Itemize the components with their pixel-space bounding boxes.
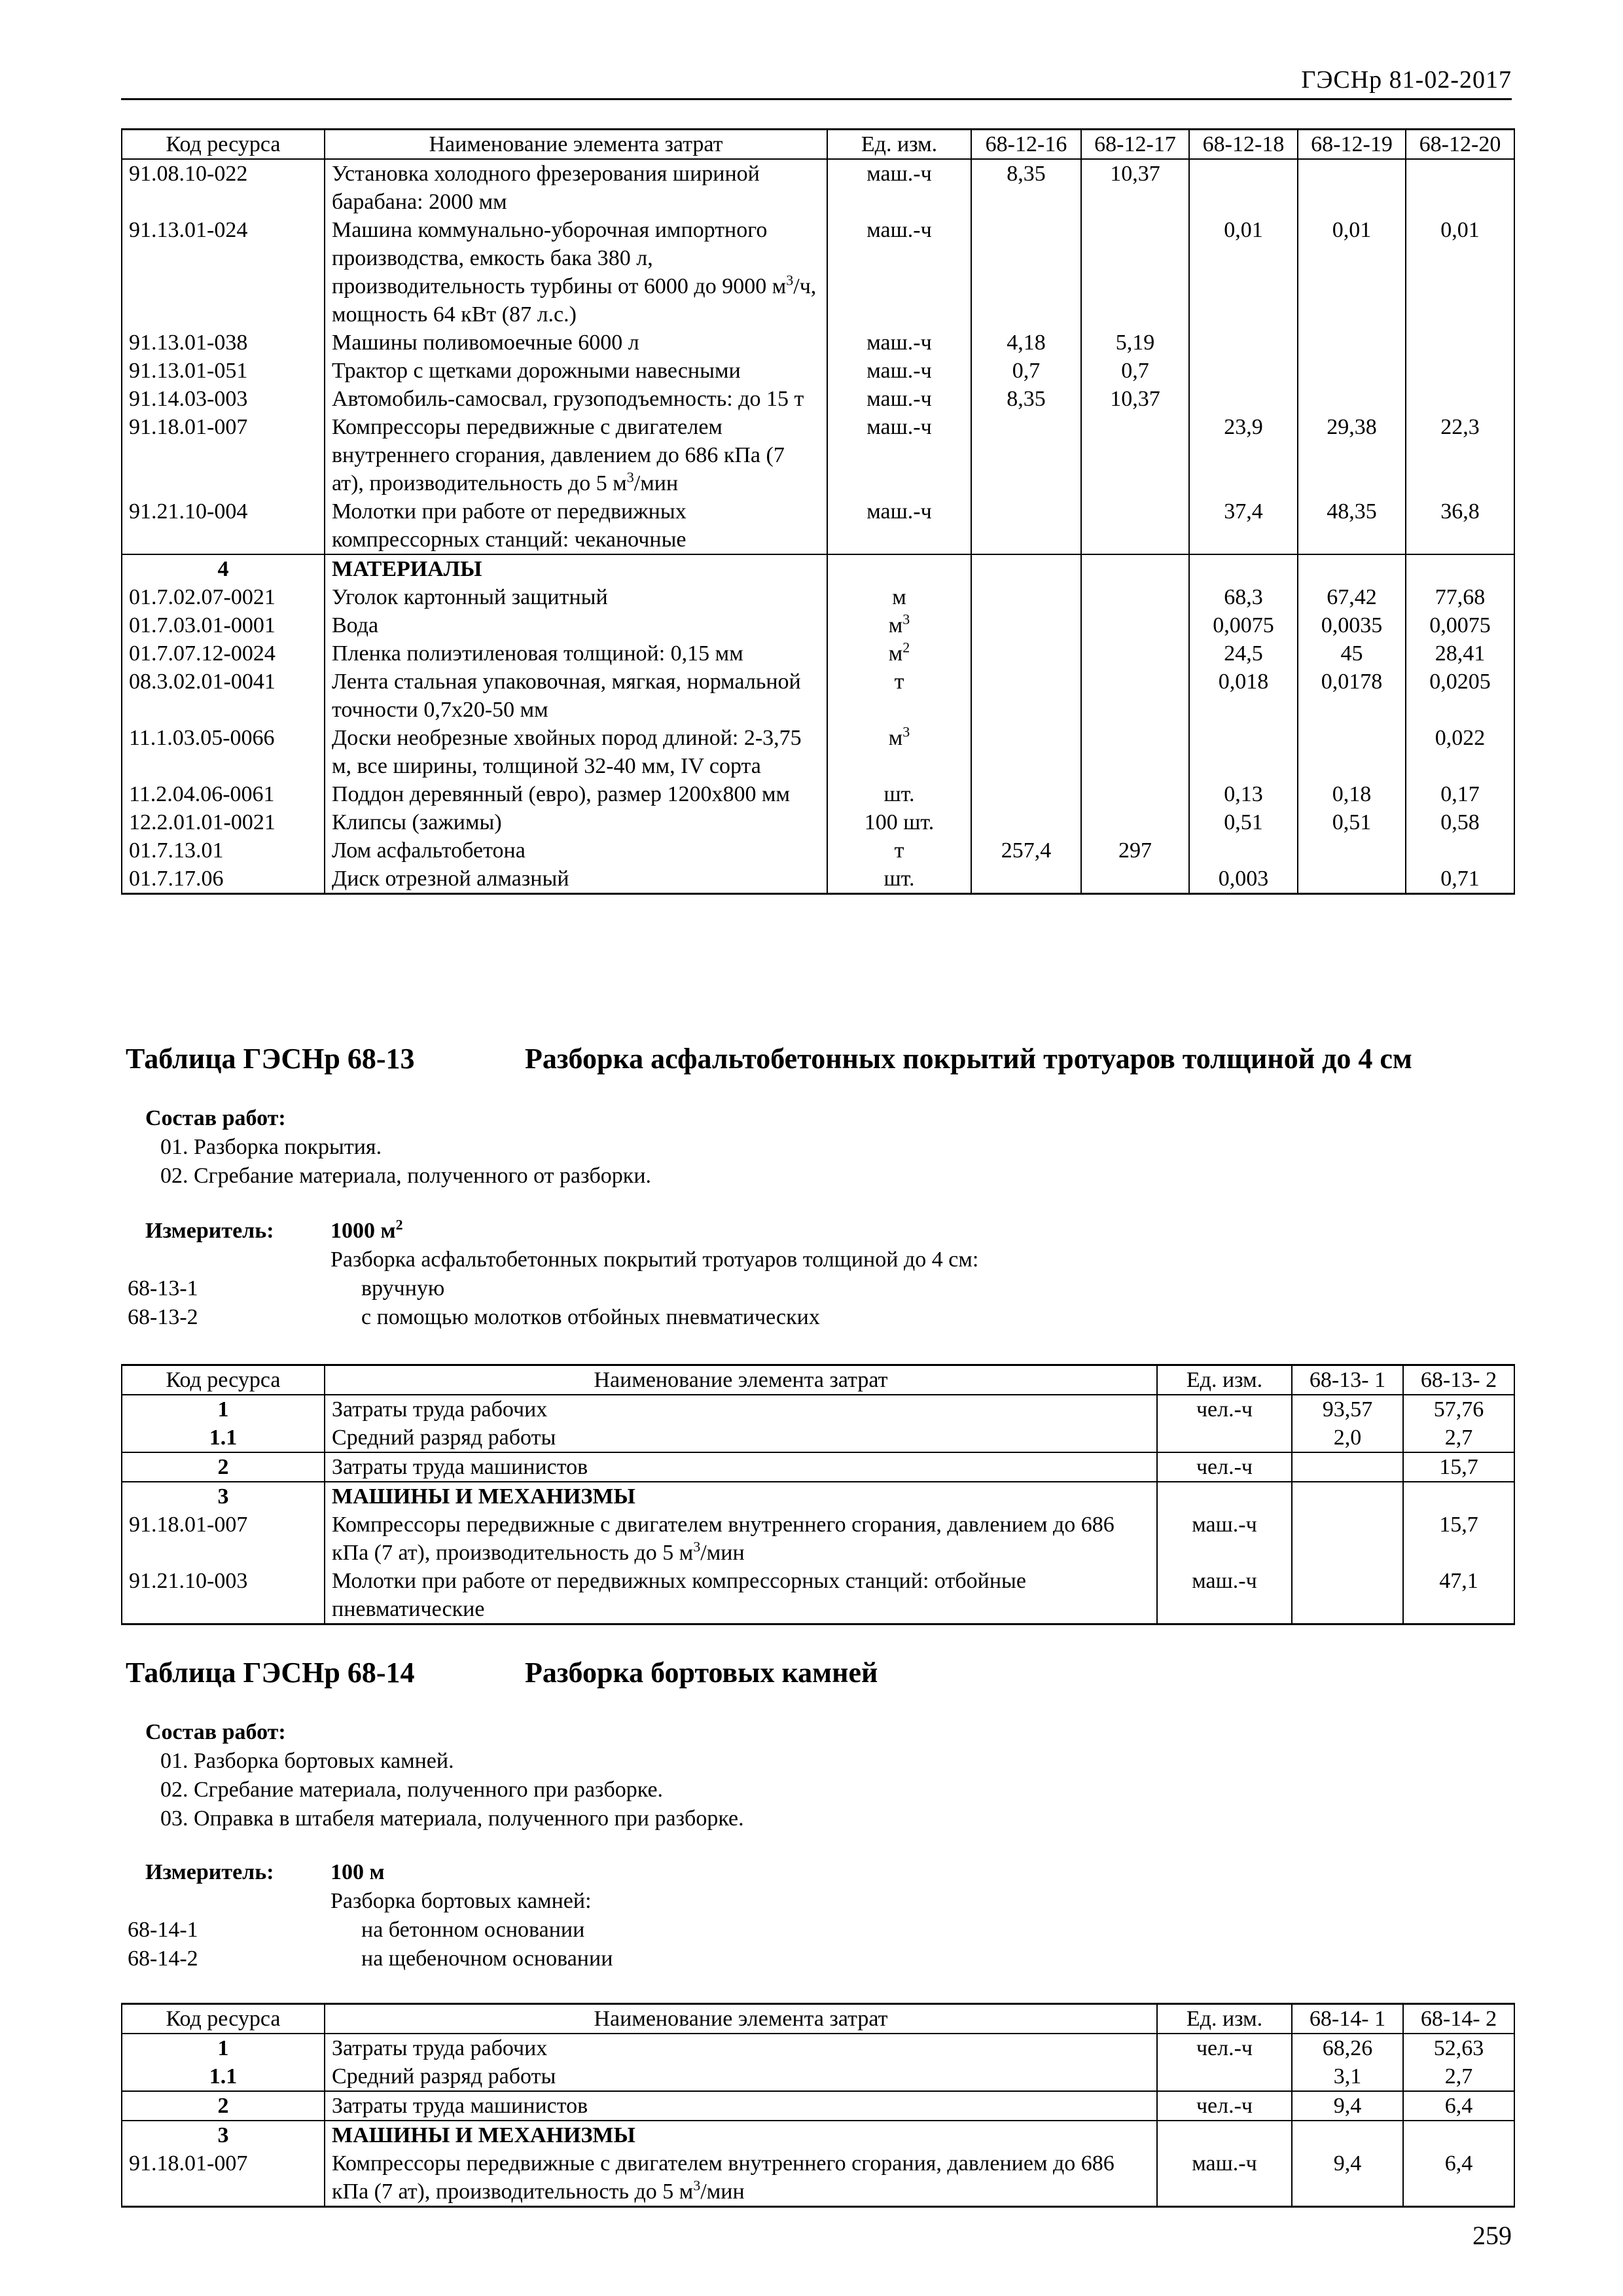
value-68-12-18: 0,13	[1189, 780, 1298, 808]
table-caption: Разборка бортовых камней	[525, 1657, 878, 1689]
section-row	[122, 2121, 1514, 2149]
measure-value: 100 м	[330, 1860, 385, 1884]
value-68-12-20: 22,3	[1406, 413, 1514, 497]
resource-code: 11.2.04.06-0061	[122, 780, 325, 808]
measure-value: 1000 $м^2$	[330, 1216, 403, 1243]
value-68-12-18: 37,4	[1189, 497, 1298, 554]
resource-name: Затраты труда машинистов	[325, 2091, 1157, 2121]
table-row	[122, 2091, 1514, 2121]
unit-cell: $м^3$	[827, 724, 971, 780]
resource-code: 2	[122, 1452, 325, 1482]
norm-code: 68-14-1	[128, 1918, 198, 1942]
value-68-12-17	[1081, 554, 1189, 583]
table-row	[122, 808, 1514, 836]
unit-cell: т	[827, 668, 971, 724]
value-68-12-17	[1081, 724, 1189, 780]
unit-cell: маш.-ч	[827, 385, 971, 413]
norm-text: вручную	[361, 1276, 445, 1300]
value-68-12-19: 0,0178	[1298, 668, 1406, 724]
resource-name: Компрессоры передвижные с двигателем внутреннего сгорания, давлением до 686 кПа (7 ат), производительность до 5 $м^3$/мин	[325, 413, 827, 497]
value-68-12-20: 36,8	[1406, 497, 1514, 554]
value-68-12-17	[1081, 668, 1189, 724]
value-68-12-19: 0,51	[1298, 808, 1406, 836]
col-header-name: Наименование элемента затрат	[325, 130, 827, 160]
value-68-14-1	[1292, 2121, 1403, 2149]
section-heading: МАШИНЫ И МЕХАНИЗМЫ	[325, 2121, 1157, 2149]
resource-code: 91.18.01-007	[122, 1511, 325, 1567]
value-68-12-17: 5,19	[1081, 329, 1189, 357]
table-row	[122, 639, 1514, 668]
value-68-12-16: 8,35	[971, 159, 1081, 216]
measure-description: Разборка бортовых камней:	[330, 1889, 592, 1913]
unit-cell: чел.-ч	[1157, 2034, 1292, 2062]
value-68-12-17	[1081, 611, 1189, 639]
norm-text: на щебеночном основании	[361, 1946, 613, 1971]
resource-code: 1	[122, 1395, 325, 1424]
value-68-12-20: 0,0205	[1406, 668, 1514, 724]
unit-cell: маш.-ч	[1157, 1511, 1292, 1567]
value-68-12-20: 0,58	[1406, 808, 1514, 836]
value-68-12-20: 0,022	[1406, 724, 1514, 780]
value-68-12-18: 68,3	[1189, 583, 1298, 611]
unit-cell: чел.-ч	[1157, 2091, 1292, 2121]
value-68-12-16: 4,18	[971, 329, 1081, 357]
resource-name: Средний разряд работы	[325, 2062, 1157, 2091]
value-68-12-20: 0,71	[1406, 865, 1514, 894]
value-68-12-16	[971, 639, 1081, 668]
unit-cell: маш.-ч	[1157, 1567, 1292, 1624]
resource-code: 91.21.10-004	[122, 497, 325, 554]
value-68-14-2: 6,4	[1403, 2149, 1514, 2207]
table-row	[122, 159, 1514, 216]
resource-code: 08.3.02.01-0041	[122, 668, 325, 724]
resource-name: Уголок картонный защитный	[325, 583, 827, 611]
resource-name: Вода	[325, 611, 827, 639]
resource-name: Автомобиль-самосвал, грузоподъемность: до 15 т	[325, 385, 827, 413]
table-row	[122, 668, 1514, 724]
resource-name: Затраты труда рабочих	[325, 1395, 1157, 1424]
value-68-12-16	[971, 780, 1081, 808]
value-68-12-19	[1298, 357, 1406, 385]
value-68-12-18: 0,018	[1189, 668, 1298, 724]
resource-name: Компрессоры передвижные с двигателем внутреннего сгорания, давлением до 686 кПа (7 ат), производительность до 5 $м^3$/мин	[325, 2149, 1157, 2207]
value-68-12-18: 23,9	[1189, 413, 1298, 497]
header-rule	[121, 98, 1512, 100]
value-68-12-19	[1298, 836, 1406, 865]
value-68-12-18	[1189, 385, 1298, 413]
table-row	[122, 583, 1514, 611]
resource-code: 91.08.10-022	[122, 159, 325, 216]
value-68-12-19: 0,01	[1298, 216, 1406, 329]
value-68-14-2: 2,7	[1403, 2062, 1514, 2091]
resource-code: 91.18.01-007	[122, 2149, 325, 2207]
value-68-12-16: 257,4	[971, 836, 1081, 865]
resource-name: Доски необрезные хвойных пород длиной: 2-3,75 м, все ширины, толщиной 32-40 мм, IV сорта	[325, 724, 827, 780]
value-68-12-16	[971, 216, 1081, 329]
table-row	[122, 836, 1514, 865]
value-68-12-20	[1406, 159, 1514, 216]
section-title-68-14	[126, 1656, 878, 1689]
table-row	[122, 357, 1514, 385]
table-row	[122, 413, 1514, 497]
table-row	[122, 216, 1514, 329]
resource-code: 91.21.10-003	[122, 1567, 325, 1624]
value-68-12-18	[1189, 554, 1298, 583]
resource-name: Средний разряд работы	[325, 1424, 1157, 1452]
section-title-68-13	[126, 1042, 1412, 1075]
table-row	[122, 1424, 1514, 1452]
col-header-unit: Ед. изм.	[1157, 1365, 1292, 1395]
unit-cell	[1157, 1482, 1292, 1511]
resource-code: 91.18.01-007	[122, 413, 325, 497]
resource-code: 01.7.13.01	[122, 836, 325, 865]
resource-name: Затраты труда рабочих	[325, 2034, 1157, 2062]
value-68-12-17	[1081, 780, 1189, 808]
col-header-name: Наименование элемента затрат	[325, 1365, 1157, 1395]
norm-code: 68-14-2	[128, 1946, 198, 1971]
table-number: Таблица ГЭСНр 68-14	[126, 1657, 415, 1689]
resource-code: 12.2.01.01-0021	[122, 808, 325, 836]
value-68-12-17	[1081, 413, 1189, 497]
unit-cell: чел.-ч	[1157, 1452, 1292, 1482]
col-header-code: Код ресурса	[122, 2004, 325, 2034]
value-68-12-19: 0,0035	[1298, 611, 1406, 639]
work-item: 01. Разборка покрытия.	[160, 1135, 382, 1159]
value-68-12-16	[971, 808, 1081, 836]
value-68-12-19	[1298, 865, 1406, 894]
resource-code: 2	[122, 2091, 325, 2121]
resource-name: Молотки при работе от передвижных компрессорных станций: чеканочные	[325, 497, 827, 554]
value-68-13-2: 57,76	[1403, 1395, 1514, 1424]
value-68-12-18: 24,5	[1189, 639, 1298, 668]
value-68-12-18: 0,003	[1189, 865, 1298, 894]
resource-name: Установка холодного фрезерования шириной барабана: 2000 мм	[325, 159, 827, 216]
section-heading: МАТЕРИАЛЫ	[325, 554, 827, 583]
value-68-12-17: 10,37	[1081, 385, 1189, 413]
resource-code: 01.7.03.01-0001	[122, 611, 325, 639]
unit-cell: маш.-ч	[827, 159, 971, 216]
value-68-13-1	[1292, 1482, 1403, 1511]
resource-code: 91.13.01-024	[122, 216, 325, 329]
unit-cell: шт.	[827, 780, 971, 808]
value-68-12-20	[1406, 357, 1514, 385]
resource-table-68-13	[121, 1364, 1515, 1625]
value-68-13-1	[1292, 1452, 1403, 1482]
value-68-12-17: 0,7	[1081, 357, 1189, 385]
value-68-12-20: 28,41	[1406, 639, 1514, 668]
value-68-12-17	[1081, 865, 1189, 894]
resource-code: 91.13.01-051	[122, 357, 325, 385]
unit-cell: 100 шт.	[827, 808, 971, 836]
col-header-68-14-2: 68-14- 2	[1403, 2004, 1514, 2034]
table-row	[122, 2034, 1514, 2062]
resource-name: Поддон деревянный (евро), размер 1200х800 мм	[325, 780, 827, 808]
page-number: 259	[1472, 2221, 1512, 2250]
measure-label: Измеритель:	[145, 1860, 274, 1884]
col-header-68-12-18: 68-12-18	[1189, 130, 1298, 160]
value-68-12-18: 0,51	[1189, 808, 1298, 836]
value-68-12-16	[971, 554, 1081, 583]
resource-code: 01.7.07.12-0024	[122, 639, 325, 668]
resource-code: 01.7.02.07-0021	[122, 583, 325, 611]
value-68-12-20	[1406, 329, 1514, 357]
value-68-12-20: 77,68	[1406, 583, 1514, 611]
resource-name: Затраты труда машинистов	[325, 1452, 1157, 1482]
works-label: Состав работ:	[145, 1720, 286, 1744]
value-68-12-18	[1189, 159, 1298, 216]
col-header-68-12-19: 68-12-19	[1298, 130, 1406, 160]
value-68-12-18	[1189, 357, 1298, 385]
col-header-unit: Ед. изм.	[1157, 2004, 1292, 2034]
value-68-12-20: 0,01	[1406, 216, 1514, 329]
value-68-12-20: 0,0075	[1406, 611, 1514, 639]
col-header-68-13-1: 68-13- 1	[1292, 1365, 1403, 1395]
value-68-14-2: 52,63	[1403, 2034, 1514, 2062]
resource-table-68-14	[121, 2003, 1515, 2208]
resource-code: 3	[122, 2121, 325, 2149]
value-68-12-20: 0,17	[1406, 780, 1514, 808]
value-68-12-17: 297	[1081, 836, 1189, 865]
unit-cell	[1157, 2062, 1292, 2091]
value-68-12-20	[1406, 385, 1514, 413]
value-68-12-18: 0,01	[1189, 216, 1298, 329]
value-68-12-19	[1298, 159, 1406, 216]
table-caption: Разборка асфальтобетонных покрытий тротуаров толщиной до 4 см	[525, 1043, 1412, 1075]
unit-cell: чел.-ч	[1157, 1395, 1292, 1424]
value-68-14-2	[1403, 2121, 1514, 2149]
section-row	[122, 1482, 1514, 1511]
resource-code: 01.7.17.06	[122, 865, 325, 894]
work-item: 02. Сгребание материала, полученного от разборки.	[160, 1164, 652, 1188]
value-68-12-18	[1189, 836, 1298, 865]
col-header-code: Код ресурса	[122, 130, 325, 160]
unit-cell: маш.-ч	[827, 357, 971, 385]
value-68-13-1: 93,57	[1292, 1395, 1403, 1424]
resource-code: 3	[122, 1482, 325, 1511]
value-68-12-16	[971, 583, 1081, 611]
value-68-14-1: 9,4	[1292, 2149, 1403, 2207]
col-header-68-14-1: 68-14- 1	[1292, 2004, 1403, 2034]
value-68-12-17: 10,37	[1081, 159, 1189, 216]
value-68-14-1: 3,1	[1292, 2062, 1403, 2091]
unit-cell: т	[827, 836, 971, 865]
resource-name: Лента стальная упаковочная, мягкая, нормальной точности 0,7х20-50 мм	[325, 668, 827, 724]
col-header-68-13-2: 68-13- 2	[1403, 1365, 1514, 1395]
unit-cell: маш.-ч	[827, 497, 971, 554]
table-row	[122, 497, 1514, 554]
unit-cell: маш.-ч	[827, 216, 971, 329]
norm-text: с помощью молотков отбойных пневматических	[361, 1305, 820, 1329]
value-68-12-17	[1081, 216, 1189, 329]
resource-code: 4	[122, 554, 325, 583]
running-header: ГЭСНр 81-02-2017	[1301, 66, 1512, 94]
norm-code: 68-13-2	[128, 1305, 198, 1329]
value-68-12-18	[1189, 329, 1298, 357]
resource-code: 91.14.03-003	[122, 385, 325, 413]
value-68-12-19: 29,38	[1298, 413, 1406, 497]
value-68-12-16	[971, 668, 1081, 724]
value-68-12-17	[1081, 639, 1189, 668]
resource-name: Машина коммунально-уборочная импортного производства, емкость бака 380 л, производительность турбины от 6000 до 9000 $м^3/ч$, мощность 64 кВт (87 л.с.)	[325, 216, 827, 329]
table-row	[122, 1567, 1514, 1624]
work-item: 02. Сгребание материала, полученного при разборке.	[160, 1778, 664, 1802]
value-68-13-1	[1292, 1511, 1403, 1567]
value-68-12-16	[971, 611, 1081, 639]
value-68-12-16: 0,7	[971, 357, 1081, 385]
value-68-12-19	[1298, 329, 1406, 357]
value-68-12-20	[1406, 836, 1514, 865]
table-row	[122, 865, 1514, 894]
table-row	[122, 780, 1514, 808]
table-row	[122, 1511, 1514, 1567]
resource-code: 11.1.03.05-0066	[122, 724, 325, 780]
value-68-14-1: 9,4	[1292, 2091, 1403, 2121]
resource-name: Диск отрезной алмазный	[325, 865, 827, 894]
unit-cell: шт.	[827, 865, 971, 894]
work-item: 03. Оправка в штабеля материала, полученного при разборке.	[160, 1806, 744, 1831]
value-68-12-16	[971, 724, 1081, 780]
section-heading: МАШИНЫ И МЕХАНИЗМЫ	[325, 1482, 1157, 1511]
value-68-12-18	[1189, 724, 1298, 780]
resource-name: Пленка полиэтиленовая толщиной: 0,15 мм	[325, 639, 827, 668]
value-68-13-2: 2,7	[1403, 1424, 1514, 1452]
value-68-12-19	[1298, 385, 1406, 413]
table-row	[122, 1452, 1514, 1482]
unit-cell: маш.-ч	[827, 413, 971, 497]
resource-code: 91.13.01-038	[122, 329, 325, 357]
value-68-12-17	[1081, 583, 1189, 611]
value-68-12-19: 0,18	[1298, 780, 1406, 808]
value-68-12-19	[1298, 554, 1406, 583]
value-68-12-16	[971, 413, 1081, 497]
resource-name: Молотки при работе от передвижных компрессорных станций: отбойные пневматические	[325, 1567, 1157, 1624]
value-68-12-16	[971, 865, 1081, 894]
value-68-12-18: 0,0075	[1189, 611, 1298, 639]
value-68-14-2: 6,4	[1403, 2091, 1514, 2121]
col-header-68-12-17: 68-12-17	[1081, 130, 1189, 160]
value-68-13-1: 2,0	[1292, 1424, 1403, 1452]
value-68-12-17	[1081, 497, 1189, 554]
value-68-12-19: 48,35	[1298, 497, 1406, 554]
table-row	[122, 385, 1514, 413]
value-68-12-20	[1406, 554, 1514, 583]
unit-cell: $м^3$	[827, 611, 971, 639]
value-68-13-2: 15,7	[1403, 1511, 1514, 1567]
table-row	[122, 724, 1514, 780]
col-header-unit: Ед. изм.	[827, 130, 971, 160]
resource-name: Трактор с щетками дорожными навесными	[325, 357, 827, 385]
value-68-12-16	[971, 497, 1081, 554]
norm-code: 68-13-1	[128, 1276, 198, 1300]
table-row	[122, 2149, 1514, 2207]
resource-code: 1.1	[122, 2062, 325, 2091]
value-68-13-2: 47,1	[1403, 1567, 1514, 1624]
value-68-14-1: 68,26	[1292, 2034, 1403, 2062]
col-header-name: Наименование элемента затрат	[325, 2004, 1157, 2034]
unit-cell: м	[827, 583, 971, 611]
resource-name: Лом асфальтобетона	[325, 836, 827, 865]
works-label: Состав работ:	[145, 1106, 286, 1130]
col-header-68-12-16: 68-12-16	[971, 130, 1081, 160]
norm-text: на бетонном основании	[361, 1918, 585, 1942]
col-header-code: Код ресурса	[122, 1365, 325, 1395]
unit-cell	[1157, 1424, 1292, 1452]
resource-table-68-12	[121, 128, 1515, 895]
value-68-12-19: 45	[1298, 639, 1406, 668]
table-number: Таблица ГЭСНр 68-13	[126, 1043, 415, 1075]
value-68-13-2: 15,7	[1403, 1452, 1514, 1482]
resource-name: Клипсы (зажимы)	[325, 808, 827, 836]
work-item: 01. Разборка бортовых камней.	[160, 1749, 454, 1773]
unit-cell: маш.-ч	[1157, 2149, 1292, 2207]
resource-name: Компрессоры передвижные с двигателем внутреннего сгорания, давлением до 686 кПа (7 ат), производительность до 5 $м^3$/мин	[325, 1511, 1157, 1567]
unit-cell: маш.-ч	[827, 329, 971, 357]
value-68-13-1	[1292, 1567, 1403, 1624]
resource-name: Машины поливомоечные 6000 л	[325, 329, 827, 357]
table-row	[122, 2062, 1514, 2091]
value-68-12-17	[1081, 808, 1189, 836]
value-68-13-2	[1403, 1482, 1514, 1511]
measure-label: Измеритель:	[145, 1219, 274, 1243]
value-68-12-19: 67,42	[1298, 583, 1406, 611]
col-header-68-12-20: 68-12-20	[1406, 130, 1514, 160]
table-row	[122, 611, 1514, 639]
table-row	[122, 1395, 1514, 1424]
unit-cell	[827, 554, 971, 583]
unit-cell	[1157, 2121, 1292, 2149]
measure-description: Разборка асфальтобетонных покрытий тротуаров толщиной до 4 см:	[330, 1247, 979, 1272]
resource-code: 1.1	[122, 1424, 325, 1452]
value-68-12-19	[1298, 724, 1406, 780]
resource-code: 1	[122, 2034, 325, 2062]
unit-cell: $м^2$	[827, 639, 971, 668]
value-68-12-16: 8,35	[971, 385, 1081, 413]
table-row	[122, 329, 1514, 357]
section-row	[122, 554, 1514, 583]
